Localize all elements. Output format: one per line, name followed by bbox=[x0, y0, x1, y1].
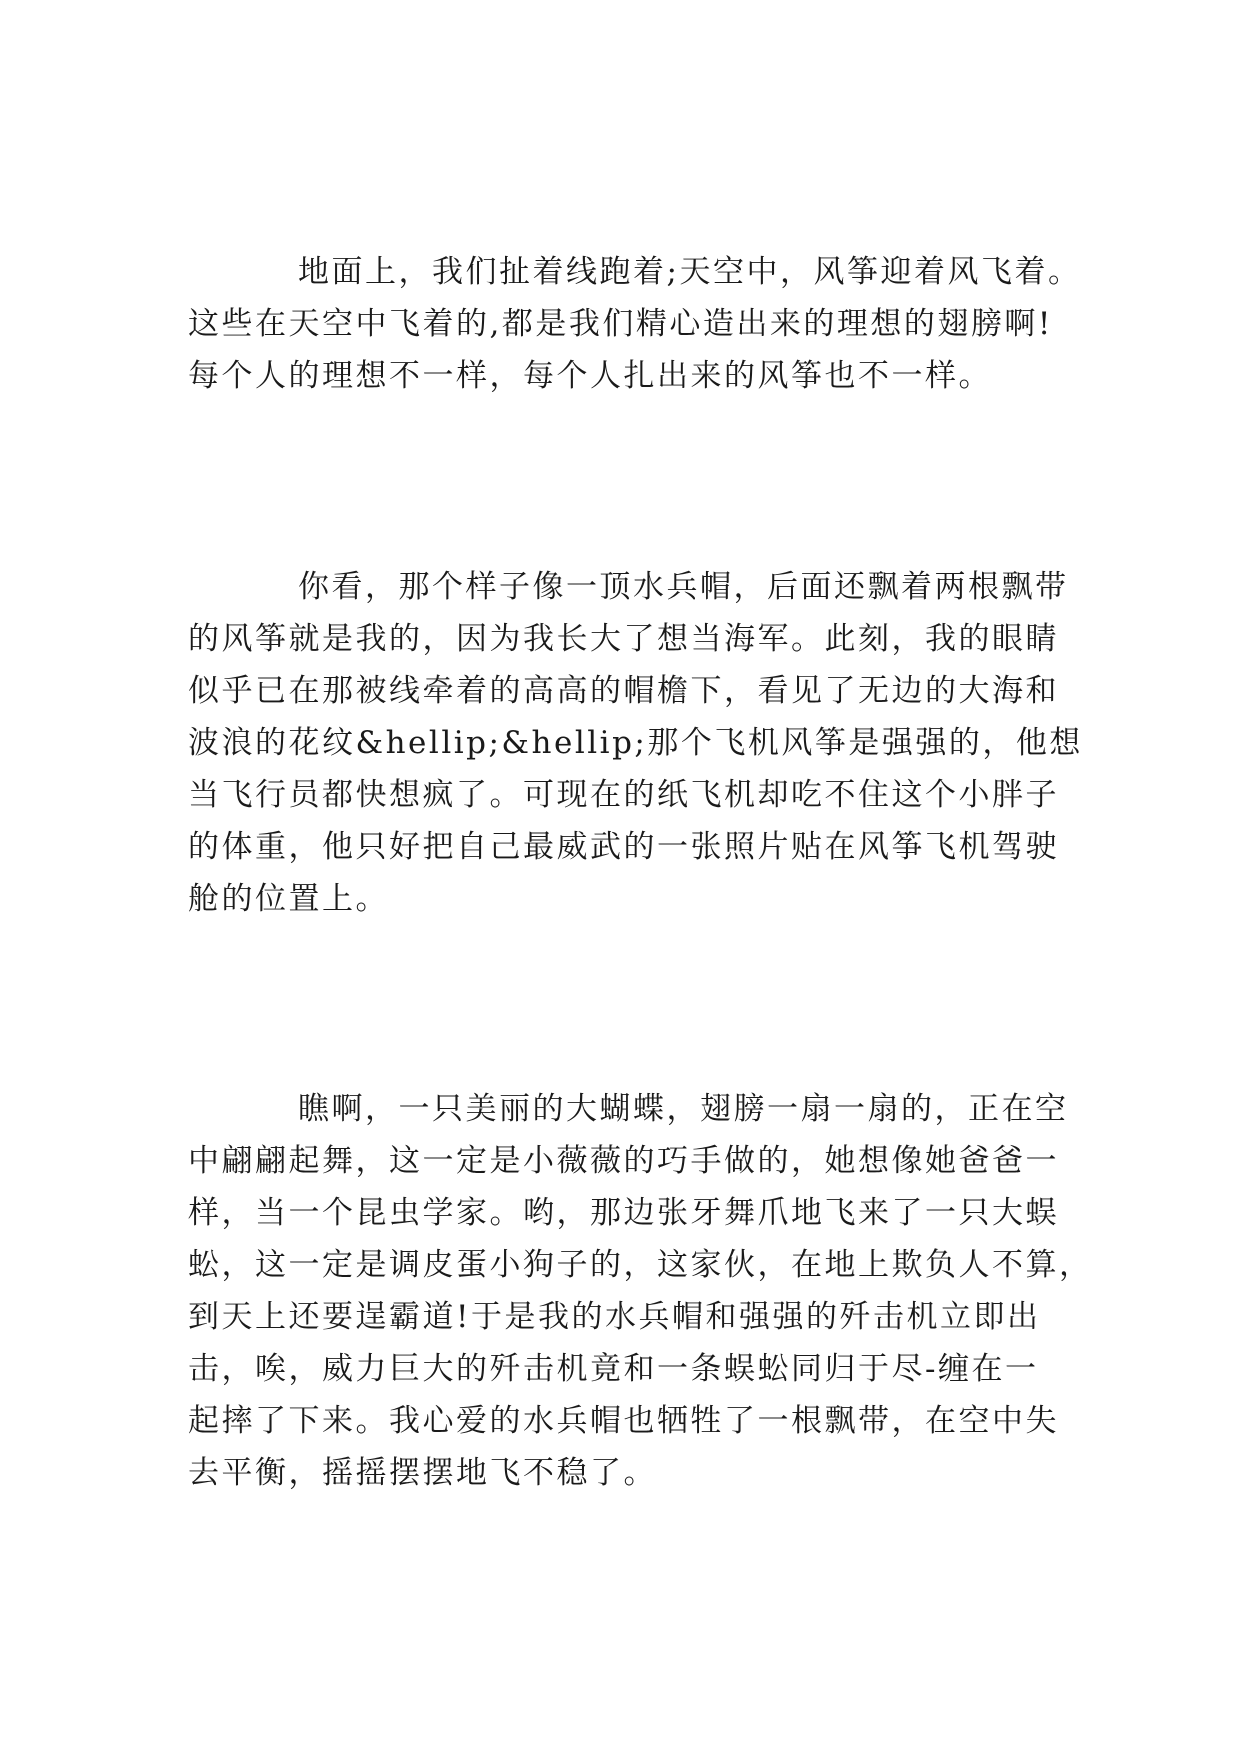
paragraph-line: 的体重，他只好把自己最威武的一张照片贴在风筝飞机驾驶 bbox=[188, 829, 1059, 865]
paragraph-line: 每个人的理想不一样，每个人扎出来的风筝也不一样。 bbox=[188, 358, 992, 394]
paragraph-line: 蚣，这一定是调皮蛋小狗子的，这家伙，在地上欺负人不算， bbox=[188, 1247, 1093, 1283]
paragraph-line: 瞧啊，一只美丽的大蝴蝶，翅膀一扇一扇的，正在空 bbox=[298, 1091, 1069, 1127]
paragraph-line: 似乎已在那被线牵着的高高的帽檐下，看见了无边的大海和 bbox=[188, 673, 1059, 709]
paragraph-line: 的风筝就是我的，因为我长大了想当海军。此刻，我的眼睛 bbox=[188, 621, 1059, 657]
paragraph-line: 你看，那个样子像一顶水兵帽，后面还飘着两根飘带 bbox=[298, 569, 1069, 605]
paragraph-line: 到天上还要逞霸道!于是我的水兵帽和强强的歼击机立即出 bbox=[188, 1299, 1041, 1335]
paragraph-line: 舱的位置上。 bbox=[188, 881, 389, 917]
paragraph-line: 波浪的花纹&hellip;&hellip;那个飞机风筝是强强的，他想 bbox=[188, 725, 1083, 761]
paragraph-line: 击，唉，威力巨大的歼击机竟和一条蜈蚣同归于尽-缠在一 bbox=[188, 1351, 1039, 1387]
paragraph-line: 这些在天空中飞着的,都是我们精心造出来的理想的翅膀啊! bbox=[188, 306, 1053, 342]
paragraph-line: 当飞行员都快想疯了。可现在的纸飞机却吃不住这个小胖子 bbox=[188, 777, 1059, 813]
paragraph-line: 中翩翩起舞，这一定是小薇薇的巧手做的，她想像她爸爸一 bbox=[188, 1143, 1059, 1179]
paragraph-line: 起摔了下来。我心爱的水兵帽也牺牲了一根飘带，在空中失 bbox=[188, 1403, 1059, 1439]
paragraph-line: 地面上，我们扯着线跑着;天空中，风筝迎着风飞着。 bbox=[298, 254, 1082, 290]
paragraph-line: 去平衡，摇摇摆摆地飞不稳了。 bbox=[188, 1455, 657, 1491]
paragraph-line: 样，当一个昆虫学家。哟，那边张牙舞爪地飞来了一只大蜈 bbox=[188, 1195, 1059, 1231]
